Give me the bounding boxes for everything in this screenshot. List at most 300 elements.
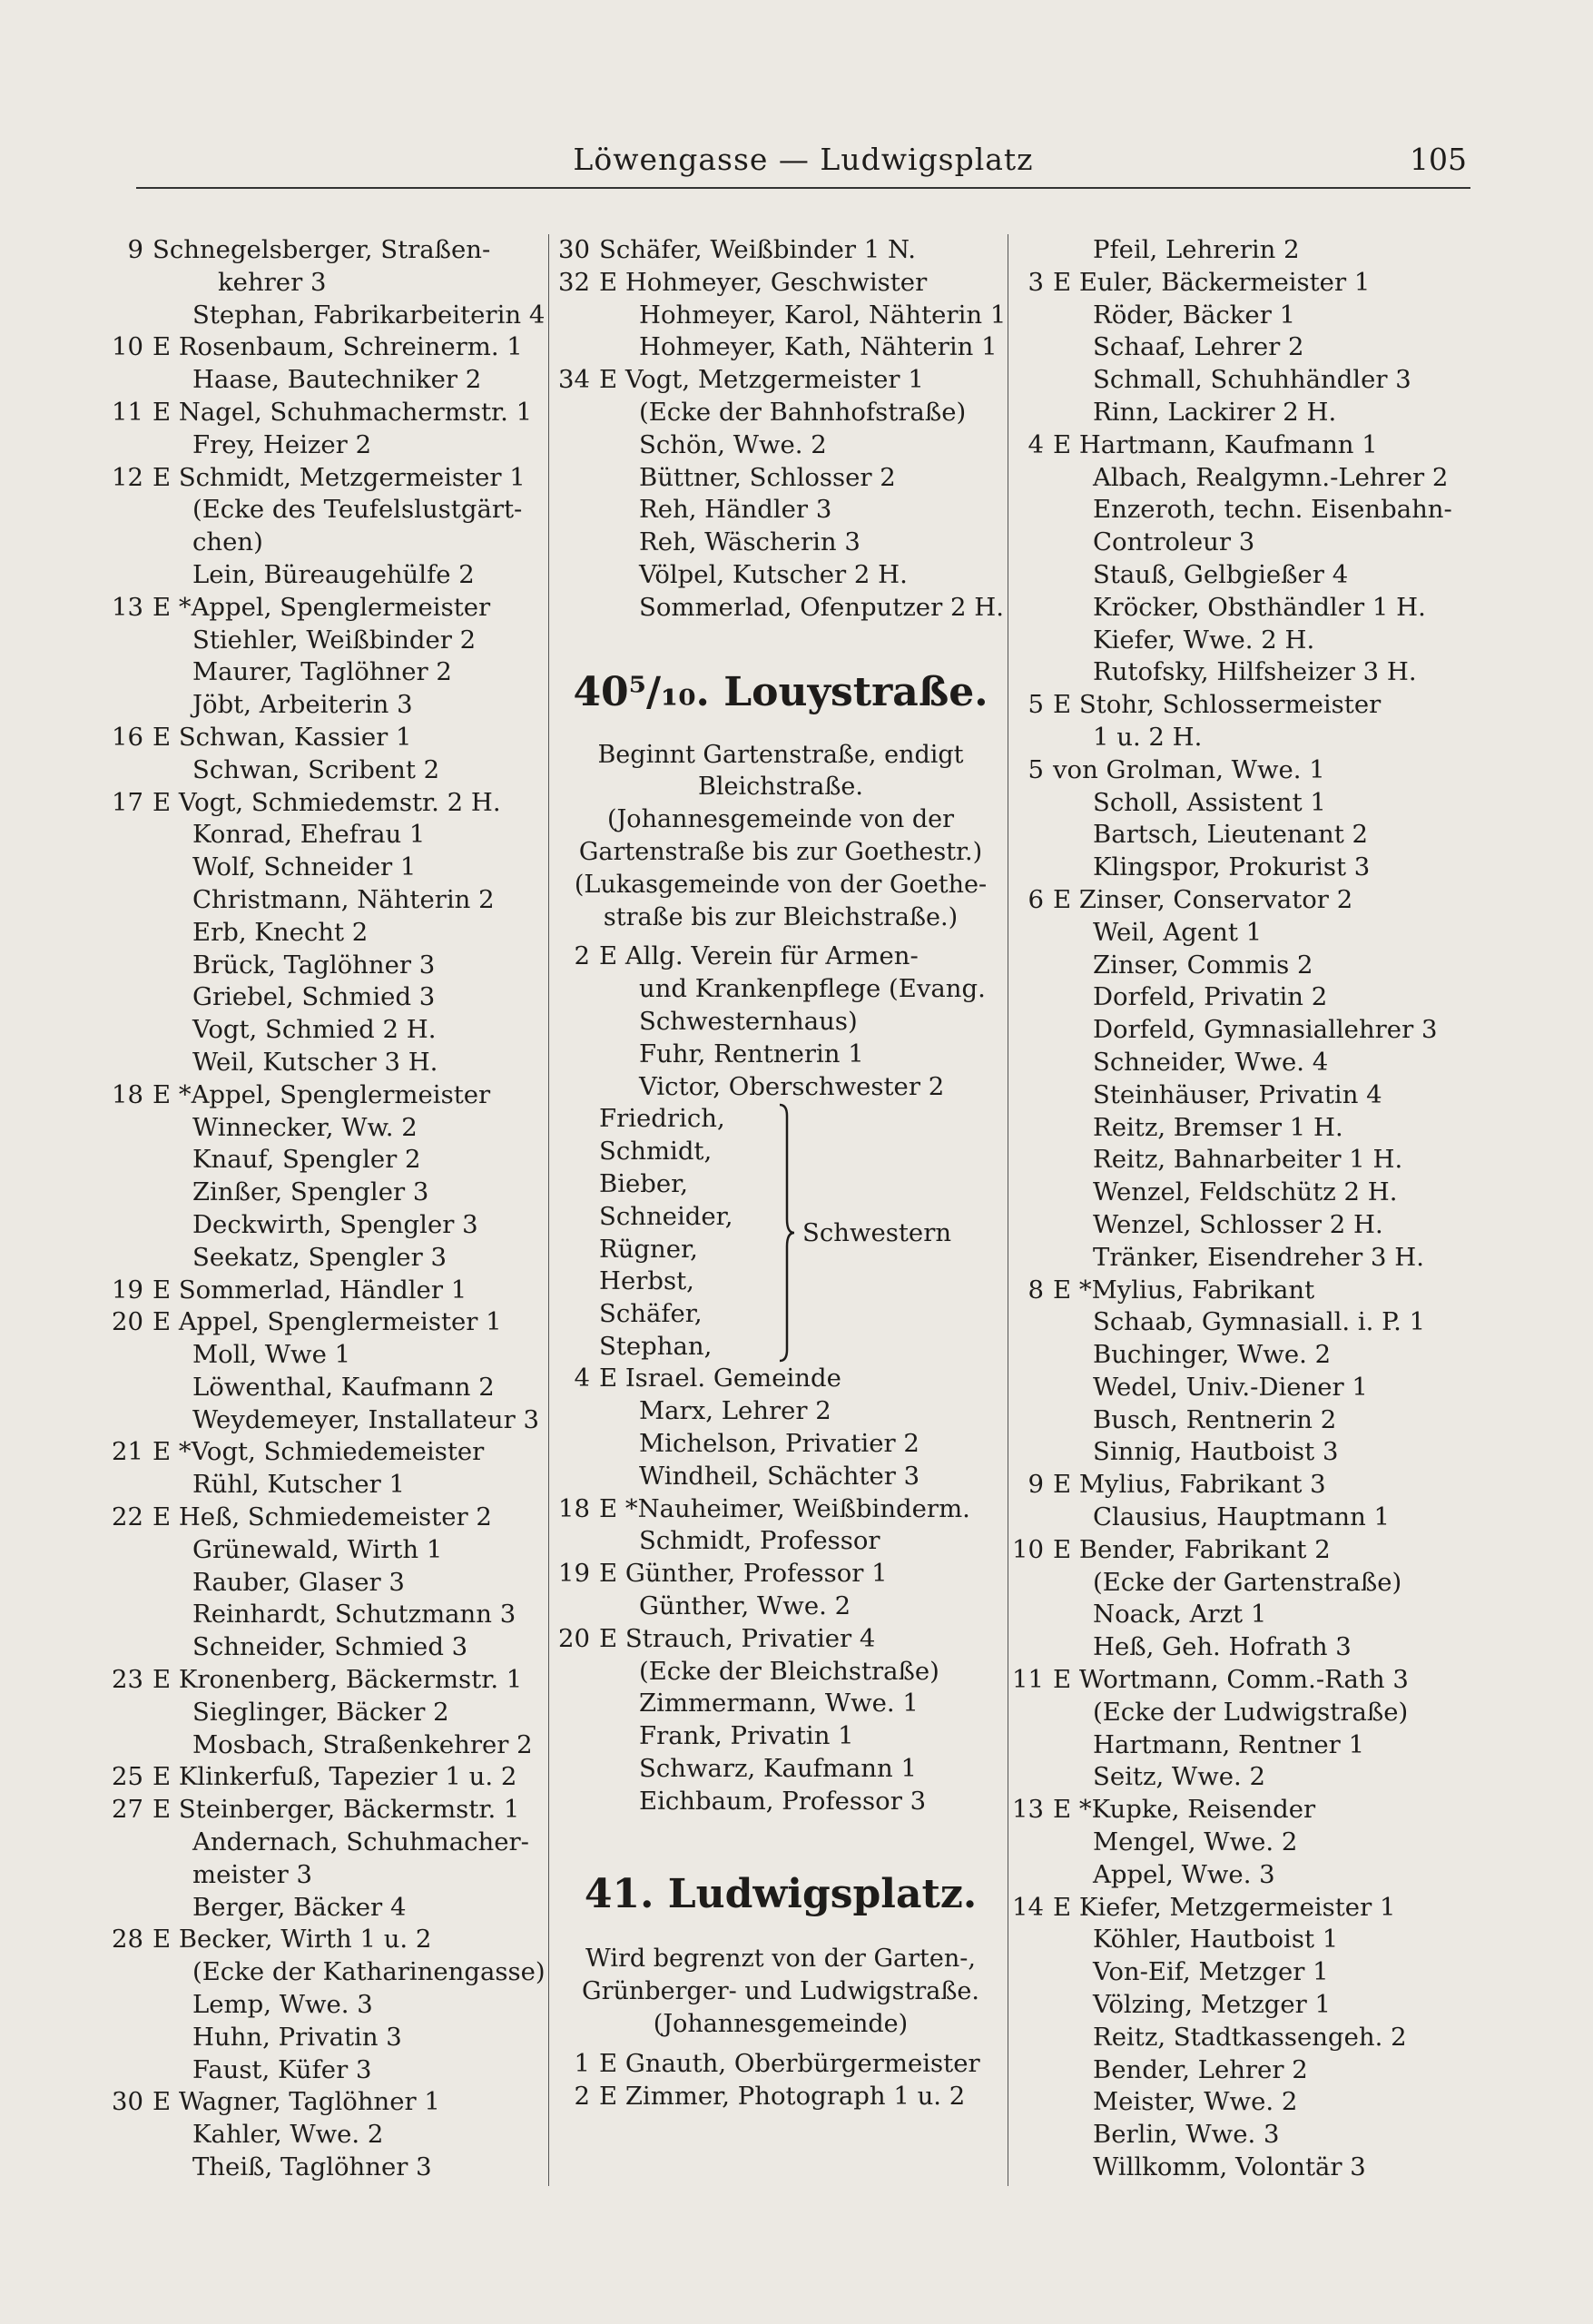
entry-text: E Bender, Fabrikant 2 xyxy=(1053,1534,1331,1564)
entry-text: Kiefer, Wwe. 2 H. xyxy=(1093,625,1315,655)
house-number: 5 xyxy=(1028,754,1044,784)
house-number: 11 xyxy=(112,397,143,427)
list-item xyxy=(556,462,1006,495)
house-number: 17 xyxy=(112,787,143,817)
list-item xyxy=(1009,494,1481,527)
list-item xyxy=(1009,1859,1481,1892)
list-item xyxy=(556,234,1006,267)
list-item xyxy=(109,754,540,787)
entry-text: Sieglinger, Bäcker 2 xyxy=(192,1697,449,1727)
entry-text: E *Appel, Spenglermeister xyxy=(152,1079,491,1109)
entry-text: Sinnig, Hautboist 3 xyxy=(1093,1437,1339,1467)
house-number: 11 xyxy=(1012,1665,1044,1695)
list-item xyxy=(1009,1924,1481,1956)
house-number: 30 xyxy=(112,2087,143,2117)
list-item xyxy=(1009,656,1481,689)
list-item xyxy=(1009,234,1481,267)
list-item xyxy=(109,2086,540,2119)
house-number: 9 xyxy=(127,235,143,264)
list-item xyxy=(109,2022,540,2054)
list-item xyxy=(556,1688,1006,1720)
entry-text: (Ecke der Bahnhofstraße) xyxy=(639,397,967,427)
house-number: 14 xyxy=(1012,1892,1044,1922)
list-item xyxy=(109,592,540,625)
list-item xyxy=(1009,1144,1481,1177)
list-item xyxy=(1009,397,1481,429)
house-number: 20 xyxy=(112,1307,143,1337)
list-item xyxy=(1009,1892,1481,1925)
house-number: 8 xyxy=(1028,1275,1044,1305)
list-item xyxy=(109,1534,540,1567)
house-number: 5 xyxy=(1028,690,1044,720)
list-item xyxy=(109,1631,540,1664)
entry-text: Wedel, Univ.-Diener 1 xyxy=(1093,1372,1368,1402)
entry-text: Konrad, Ehefrau 1 xyxy=(192,820,426,850)
house-number: 13 xyxy=(112,592,143,622)
entry-text: Schwarz, Kaufmann 1 xyxy=(639,1753,917,1783)
list-item xyxy=(109,884,540,917)
entry-text: Kröcker, Obsthändler 1 H. xyxy=(1093,592,1426,622)
description-line: (Johannesgemeinde) xyxy=(653,2010,909,2039)
entry-text: E Zinser, Conservator 2 xyxy=(1053,884,1353,914)
entry-text: E Gnauth, Oberbürgermeister xyxy=(599,2048,980,2078)
sisters-label: Schwestern xyxy=(802,1218,952,1248)
list-item xyxy=(556,494,1006,527)
list-item xyxy=(109,267,540,300)
list-item xyxy=(109,1697,540,1729)
entry-text: Pfeil, Lehrerin 2 xyxy=(1093,235,1300,264)
entry-text: Seekatz, Spengler 3 xyxy=(192,1242,447,1272)
sister-name: Bieber, xyxy=(599,1168,689,1198)
list-item xyxy=(109,917,540,950)
entry-text: E Vogt, Metzgermeister 1 xyxy=(599,365,924,395)
entry-text: Reinhardt, Schutzmann 3 xyxy=(192,1600,516,1630)
list-item xyxy=(109,1339,540,1372)
entry-text: Stauß, Gelbgießer 4 xyxy=(1093,559,1349,589)
entry-text: (Ecke der Katharinengasse) xyxy=(192,1957,546,1987)
entry-text: E Wagner, Taglöhner 1 xyxy=(152,2087,440,2117)
sister-name: Schäfer, xyxy=(599,1299,703,1329)
house-number: 6 xyxy=(1028,884,1044,914)
section-entries xyxy=(556,940,1006,1103)
entry-text: Hohmeyer, Kath, Nähterin 1 xyxy=(639,332,998,362)
list-item xyxy=(556,364,1006,397)
entry-text: E Nagel, Schuhmachermstr. 1 xyxy=(152,397,533,427)
list-item xyxy=(556,429,1006,462)
entry-text: E Zimmer, Photograph 1 u. 2 xyxy=(599,2081,966,2111)
entry-text: Moll, Wwe 1 xyxy=(192,1340,351,1370)
list-item xyxy=(109,1079,540,1112)
description-line: straße bis zur Bleichstraße.) xyxy=(603,902,959,931)
list-item xyxy=(556,1363,1006,1395)
entry-text: Dorfeld, Gymnasiallehrer 3 xyxy=(1093,1015,1438,1045)
list-item xyxy=(1009,1079,1481,1112)
entry-text: Berlin, Wwe. 3 xyxy=(1093,2120,1280,2150)
list-item xyxy=(556,300,1006,332)
list-item xyxy=(1009,300,1481,332)
list-item xyxy=(556,1395,1006,1428)
entry-text: E Vogt, Schmiedemstr. 2 H. xyxy=(152,787,501,817)
list-item xyxy=(109,1924,540,1956)
list-item xyxy=(109,300,546,332)
list-item xyxy=(1009,1502,1481,1534)
list-item xyxy=(556,1525,1006,1558)
house-number: 12 xyxy=(112,462,143,492)
list-item xyxy=(1009,1339,1481,1372)
list-item xyxy=(1009,1956,1481,1989)
entry-text: Busch, Rentnerin 2 xyxy=(1093,1404,1337,1434)
list-item xyxy=(1009,2054,1481,2087)
house-number: 2 xyxy=(574,941,590,971)
list-item xyxy=(556,1039,1006,1071)
list-item xyxy=(1009,852,1481,884)
entry-text: Rühl, Kutscher 1 xyxy=(192,1470,405,1500)
house-number: 10 xyxy=(112,332,143,362)
entry-text: E Rosenbaum, Schreinerm. 1 xyxy=(152,332,523,362)
list-item xyxy=(1009,1664,1481,1697)
list-item xyxy=(109,2119,540,2152)
section-heading-ludwigsplatz: 41. Ludwigsplatz. xyxy=(584,1871,978,1918)
list-item xyxy=(556,267,1006,300)
list-item xyxy=(556,559,1006,592)
list-item xyxy=(109,1469,540,1502)
entry-text: Bender, Lehrer 2 xyxy=(1093,2054,1308,2084)
entry-text: Schaaf, Lehrer 2 xyxy=(1093,332,1304,362)
list-item xyxy=(109,559,540,592)
list-item xyxy=(109,1144,540,1177)
house-number: 25 xyxy=(112,1762,143,1792)
list-item xyxy=(556,1428,1006,1461)
house-number: 18 xyxy=(558,1493,590,1523)
list-item xyxy=(1009,1047,1481,1079)
entry-text: E Klinkerfuß, Tapezier 1 u. 2 xyxy=(152,1762,517,1792)
list-item xyxy=(556,397,1006,429)
entry-text: E Hartmann, Kaufmann 1 xyxy=(1053,429,1378,459)
entry-text: Zimmermann, Wwe. 1 xyxy=(639,1689,919,1718)
page-number: 105 xyxy=(1410,142,1467,177)
entry-text: Frey, Heizer 2 xyxy=(192,429,372,459)
entry-text: E Heß, Schmiedemeister 2 xyxy=(152,1502,492,1532)
entry-text: Eichbaum, Professor 3 xyxy=(639,1786,927,1816)
list-item xyxy=(109,1436,540,1469)
list-item xyxy=(1009,1989,1481,2022)
list-item xyxy=(1009,1372,1481,1404)
entry-text: E Appel, Spenglermeister 1 xyxy=(152,1307,502,1337)
entry-text: Lein, Büreaugehülfe 2 xyxy=(192,559,475,589)
house-number: 18 xyxy=(112,1079,143,1109)
house-number: 21 xyxy=(112,1437,143,1467)
list-item xyxy=(109,364,540,397)
list-item xyxy=(109,1177,540,1209)
entry-text: Heß, Geh. Hofrath 3 xyxy=(1093,1632,1352,1662)
list-item xyxy=(1009,462,1481,495)
list-item xyxy=(109,2054,540,2087)
list-item xyxy=(109,1567,540,1600)
entry-text: Reitz, Bremser 1 H. xyxy=(1093,1112,1343,1142)
list-item xyxy=(1009,1014,1481,1047)
entry-text: Deckwirth, Spengler 3 xyxy=(192,1209,478,1239)
house-number: 16 xyxy=(112,722,143,752)
section-entries xyxy=(556,2048,1006,2113)
list-item xyxy=(1009,559,1481,592)
list-item xyxy=(556,1753,1006,1786)
list-item xyxy=(1009,1404,1481,1437)
entry-text: E *Mylius, Fabrikant xyxy=(1053,1275,1315,1305)
entry-text: Marx, Lehrer 2 xyxy=(639,1396,831,1426)
list-item xyxy=(1009,2119,1481,2152)
list-item xyxy=(1009,1306,1481,1339)
list-item xyxy=(1009,1469,1481,1502)
list-item xyxy=(1009,1794,1481,1827)
entry-text: E Euler, Bäckermeister 1 xyxy=(1053,267,1371,297)
entry-text: Appel, Wwe. 3 xyxy=(1093,1859,1275,1889)
entry-text: kehrer 3 xyxy=(218,267,327,297)
house-number: 1 xyxy=(574,2048,590,2078)
entry-text: Büttner, Schlosser 2 xyxy=(639,462,896,492)
sisters-group xyxy=(556,1103,1006,1363)
list-item xyxy=(556,1623,1006,1656)
list-item xyxy=(109,494,540,527)
entry-text: (Ecke der Gartenstraße) xyxy=(1093,1567,1402,1597)
list-item xyxy=(556,1656,1006,1689)
list-item xyxy=(1009,1209,1481,1242)
entry-text: Jöbt, Arbeiterin 3 xyxy=(192,690,413,720)
entry-text: Wenzel, Feldschütz 2 H. xyxy=(1093,1177,1398,1207)
list-item xyxy=(1009,1827,1481,1859)
entry-text: Stiehler, Weißbinder 2 xyxy=(192,625,477,655)
entry-text: (Ecke der Bleichstraße) xyxy=(639,1656,939,1686)
sister-name: Stephan, xyxy=(599,1331,713,1361)
entry-text: Schwan, Scribent 2 xyxy=(192,754,440,784)
house-number: 32 xyxy=(558,267,590,297)
list-item xyxy=(1009,592,1481,625)
list-item xyxy=(556,1590,1006,1623)
list-item xyxy=(1009,1697,1481,1729)
list-item xyxy=(1009,331,1481,364)
entry-text: Enzeroth, techn. Eisenbahn- xyxy=(1093,495,1452,525)
list-item xyxy=(109,1956,546,1989)
list-item xyxy=(1009,1534,1481,1567)
entry-text: Maurer, Taglöhner 2 xyxy=(192,657,452,687)
entry-text: E Stohr, Schlossermeister xyxy=(1053,690,1382,720)
list-item xyxy=(109,234,540,267)
entry-text: Scholl, Assistent 1 xyxy=(1093,787,1326,817)
list-item xyxy=(556,592,1006,625)
list-item xyxy=(556,1558,1006,1590)
list-item xyxy=(1009,1177,1481,1209)
list-item xyxy=(1009,1761,1481,1794)
description-line: Grünberger- und Ludwigstraße. xyxy=(582,1977,979,2006)
entry-text: Wenzel, Schlosser 2 H. xyxy=(1093,1209,1383,1239)
list-item xyxy=(1009,429,1481,462)
list-item xyxy=(109,722,540,754)
entry-text: Schwesternhaus) xyxy=(639,1006,858,1036)
list-item xyxy=(1009,819,1481,852)
running-title: Löwengasse — Ludwigsplatz xyxy=(573,142,1034,177)
section-description xyxy=(556,1943,1006,2040)
entry-text: von Grolman, Wwe. 1 xyxy=(1053,754,1325,784)
house-number: 23 xyxy=(112,1665,143,1695)
house-number: 20 xyxy=(558,1623,590,1653)
entry-text: Reh, Händler 3 xyxy=(639,495,832,525)
list-item xyxy=(109,625,540,657)
list-item xyxy=(109,1729,540,1762)
entry-text: Reh, Wäscherin 3 xyxy=(639,527,860,557)
list-item xyxy=(1009,1631,1481,1664)
list-item xyxy=(1009,625,1481,657)
house-number: 3 xyxy=(1028,267,1044,297)
entry-text: Faust, Küfer 3 xyxy=(192,2054,372,2084)
house-number: 4 xyxy=(574,1364,590,1393)
entry-text: meister 3 xyxy=(192,1859,312,1889)
list-item xyxy=(556,2048,1006,2081)
list-item xyxy=(109,819,540,852)
entry-text: Meister, Wwe. 2 xyxy=(1093,2087,1298,2117)
description-line: Gartenstraße bis zur Goethestr.) xyxy=(578,837,983,866)
list-item xyxy=(556,331,1006,364)
house-number: 22 xyxy=(112,1502,143,1532)
entry-text: (Ecke des Teufelslustgärt- xyxy=(192,495,523,525)
entry-text: Völzing, Metzger 1 xyxy=(1093,1990,1332,2020)
section-description xyxy=(556,739,1006,934)
entry-text: Schmidt, Professor xyxy=(639,1526,880,1556)
entry-text: Dorfeld, Privatin 2 xyxy=(1093,982,1328,1012)
list-item xyxy=(109,1242,540,1275)
entry-text: Löwenthal, Kaufmann 2 xyxy=(192,1372,495,1402)
entry-text: Controleur 3 xyxy=(1093,527,1255,557)
entry-text: Victor, Oberschwester 2 xyxy=(639,1071,945,1101)
entry-text: Hohmeyer, Karol, Nähterin 1 xyxy=(639,300,1007,330)
list-item xyxy=(1009,527,1481,559)
list-item xyxy=(109,787,540,820)
entry-text: Von-Eif, Metzger 1 xyxy=(1093,1957,1329,1987)
list-item xyxy=(556,973,1006,1006)
list-item xyxy=(109,429,540,462)
list-item xyxy=(1009,267,1481,300)
list-item xyxy=(109,1014,540,1047)
entry-text: E *Appel, Spenglermeister xyxy=(152,592,491,622)
list-item xyxy=(556,2081,1006,2113)
sister-name: Friedrich, xyxy=(599,1104,725,1134)
entry-text: Winnecker, Ww. 2 xyxy=(192,1112,418,1142)
section-heading-louystrasse: 40⁵/₁₀. Louystraße. xyxy=(573,668,988,715)
column-left xyxy=(109,234,546,2184)
description-line: (Lukasgemeinde von der Goethe- xyxy=(574,870,988,899)
entry-text: Willkomm, Volontär 3 xyxy=(1093,2152,1366,2182)
entry-text: Köhler, Hautboist 1 xyxy=(1093,1925,1339,1955)
list-item xyxy=(109,689,540,722)
entry-text: Rinn, Lackirer 2 H. xyxy=(1093,397,1337,427)
entry-text: E Israel. Gemeinde xyxy=(599,1364,841,1393)
entry-text: Röder, Bäcker 1 xyxy=(1093,300,1296,330)
list-item xyxy=(109,1599,540,1631)
list-item xyxy=(1009,1436,1481,1469)
house-number: 2 xyxy=(574,2081,590,2111)
entry-text: (Ecke der Ludwigstraße) xyxy=(1093,1697,1409,1727)
entry-text: E Mylius, Fabrikant 3 xyxy=(1053,1470,1326,1500)
list-item xyxy=(109,1827,540,1859)
entry-text: Stephan, Fabrikarbeiterin 4 xyxy=(192,300,546,330)
entry-text: Knauf, Spengler 2 xyxy=(192,1145,421,1175)
list-item xyxy=(1009,754,1481,787)
entry-text: Zinßer, Spengler 3 xyxy=(192,1177,429,1207)
entry-text: Klingspor, Prokurist 3 xyxy=(1093,852,1371,882)
list-item xyxy=(1009,364,1481,397)
entry-text: Schnegelsberger, Straßen- xyxy=(152,235,491,264)
entry-text: E Schmidt, Metzgermeister 1 xyxy=(152,462,526,492)
house-number: 30 xyxy=(558,235,590,264)
list-item xyxy=(556,1720,1006,1753)
entry-text: Sommerlad, Ofenputzer 2 H. xyxy=(639,592,1004,622)
list-item xyxy=(1009,689,1481,722)
entry-text: Weil, Kutscher 3 H. xyxy=(192,1047,438,1077)
entry-text: Andernach, Schuhmacher- xyxy=(192,1827,529,1857)
list-item xyxy=(109,1112,540,1145)
description-line: Beginnt Gartenstraße, endigt xyxy=(597,740,964,769)
entry-text: E Wortmann, Comm.-Rath 3 xyxy=(1053,1665,1409,1695)
sister-name: Schneider, xyxy=(599,1201,733,1231)
list-item xyxy=(1009,1729,1481,1762)
entry-text: Weydemeyer, Installateur 3 xyxy=(192,1404,540,1434)
list-item xyxy=(1009,2152,1481,2184)
list-item xyxy=(109,527,540,559)
house-number: 10 xyxy=(1012,1534,1044,1564)
house-number: 34 xyxy=(558,365,590,395)
entry-text: Zinser, Commis 2 xyxy=(1093,950,1313,980)
page-header xyxy=(136,136,1470,187)
entry-text: Theiß, Taglöhner 3 xyxy=(192,2152,432,2182)
brace-icon xyxy=(778,1103,796,1363)
list-item xyxy=(556,527,1006,559)
house-number: 19 xyxy=(112,1275,143,1305)
entry-text: Rauber, Glaser 3 xyxy=(192,1567,405,1597)
entry-text: Rutofsky, Hilfsheizer 3 H. xyxy=(1093,657,1417,687)
list-item xyxy=(1009,1112,1481,1145)
list-item xyxy=(1009,2086,1481,2119)
entry-text: Fuhr, Rentnerin 1 xyxy=(639,1039,864,1068)
list-item xyxy=(1009,917,1481,950)
section-entries-continued xyxy=(556,1363,1006,1817)
entry-text: E Steinberger, Bäckermstr. 1 xyxy=(152,1795,520,1825)
entry-text: Buchinger, Wwe. 2 xyxy=(1093,1340,1332,1370)
entry-text: Schön, Wwe. 2 xyxy=(639,429,827,459)
entry-text: Brück, Taglöhner 3 xyxy=(192,950,436,980)
entry-text: E Sommerlad, Händler 1 xyxy=(152,1275,467,1305)
entry-text: Mengel, Wwe. 2 xyxy=(1093,1827,1298,1857)
entry-text: Vogt, Schmied 2 H. xyxy=(192,1015,437,1045)
list-item xyxy=(109,462,540,495)
sister-name: Herbst, xyxy=(599,1266,694,1296)
house-number: 19 xyxy=(558,1559,590,1589)
sister-name: Schmidt, xyxy=(599,1137,713,1167)
column-middle xyxy=(556,234,1006,2112)
entry-text: E *Kupke, Reisender xyxy=(1053,1795,1316,1825)
list-item xyxy=(556,1786,1006,1818)
list-item xyxy=(109,950,540,982)
list-item xyxy=(1009,2022,1481,2054)
entry-text: Huhn, Privatin 3 xyxy=(192,2022,402,2052)
description-line: Wird begrenzt von der Garten-, xyxy=(585,1945,976,1974)
entry-text: Schäfer, Weißbinder 1 N. xyxy=(599,235,917,264)
list-item xyxy=(109,331,540,364)
entry-text: Grünewald, Wirth 1 xyxy=(192,1534,443,1564)
entry-text: Lemp, Wwe. 3 xyxy=(192,1990,373,2020)
entry-text: Günther, Wwe. 2 xyxy=(639,1590,851,1620)
entry-text: und Krankenpflege (Evang. xyxy=(639,974,986,1004)
list-item xyxy=(109,1794,540,1827)
entry-text: Griebel, Schmied 3 xyxy=(192,982,436,1012)
entry-text: E Allg. Verein für Armen- xyxy=(599,941,919,971)
